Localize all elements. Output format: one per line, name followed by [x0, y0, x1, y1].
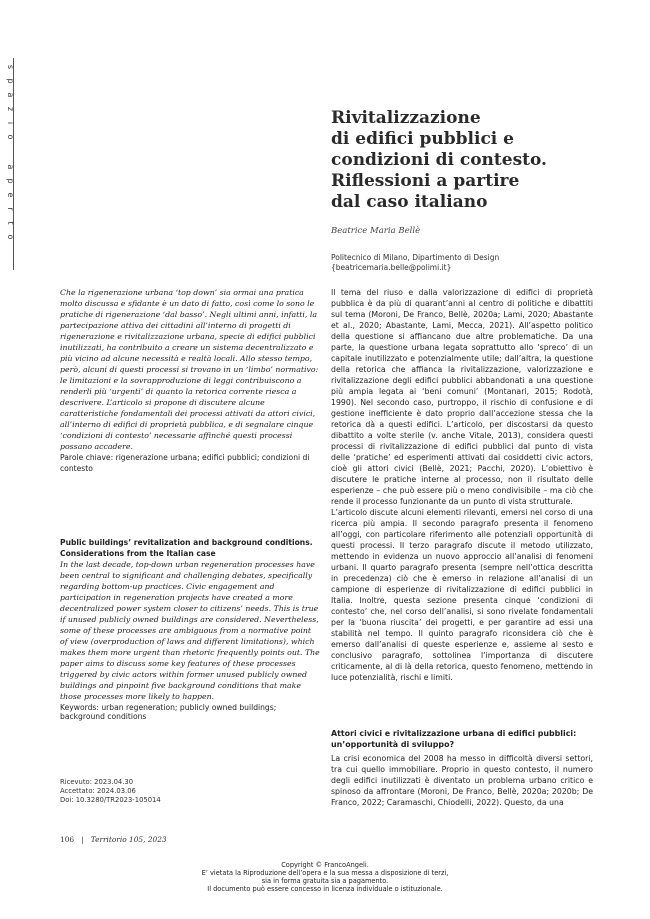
journal-citation: Territorio 105, 2023	[90, 835, 167, 844]
article-body	[331, 287, 593, 683]
sidebar-char: s	[6, 64, 15, 70]
abstract-english-text: In the last decade, top-down urban regeneration processes have been central to significant and challenging debates, specifically regarding bottom-up practices. Civic engagement and participation in regeneration projects have created a more decentralized power system closer to citizens’ needs. This is true if unused publicly owned buildings are considered. Nevertheless, some of these processes are ambiguous from a normative point of view (overproduction of laws and different limitations), which makes them more urgent than rhetoric frequently points out. The paper aims to discuss some key features of these processes triggered by civic actors within former unused publicly owned buildings and pinpoint five background conditions that make those processes more likely to happen.	[60, 560, 320, 701]
page-footer	[60, 835, 167, 844]
affiliation-text: Politecnico di Milano, Dipartimento di Design	[331, 253, 500, 262]
sidebar-char: a	[6, 164, 15, 170]
copyright-line: Copyright © FrancoAngeli.	[281, 861, 369, 869]
sidebar-label-top	[3, 60, 13, 144]
sidebar-char: i	[6, 121, 15, 125]
footer-separator: |	[81, 835, 84, 844]
copyright-line: sia in forma gratuita sia a pagamento.	[261, 877, 389, 885]
title-line: dal caso italiano	[331, 192, 488, 212]
received-date: Ricevuto: 2023.04.30	[60, 778, 134, 786]
author-email[interactable]: {beatricemaria.belle@polimi.it}	[331, 263, 452, 272]
author-name: Beatrice Maria Bellè	[331, 226, 421, 236]
sidebar-label-bottom	[3, 160, 13, 244]
copyright-line: Il documento può essere concesso in licenza individuale o istituzionale.	[207, 885, 443, 893]
sidebar-char: o	[6, 234, 15, 240]
body-paragraph: Il tema del riuso e dalla valorizzazione di edifici di proprietà pubblica è da più di quarant’anni al centro di politiche e dibattiti sul tema (Moroni, De Franco, Bellè, 2020a; Lami, 2020; Abastante et al., 2020; Abastante, Lami, Mecca, 2021). All’aspetto politico della questione si affiancano due altre problematiche. Da una parte, la questione urbana legata soprattutto allo ‘spreco’ di un capitale inutilizzato e potenzialmente utile; dall’altra, la questione della retorica che affianca la rivitalizzazione, valorizzazione e rivitalizzazione degli edifici pubblici abbandonati a una questione più ampia legata ai ‘beni comuni’ (Montanari, 2015; Rodotà, 1990). Nel secondo caso, purtroppo, il rischio di confusione e di gestione inefficiente è dato proprio dall’accezione stessa che la retorica dà a questi edifici. L’articolo, per discostarsi da questo dibattito a volte sterile (v. anche Vitale, 2013), considera questi processi di rivitalizzazione di edifici pubblici dal punto di vista delle ‘pratiche’ ed esperimenti attivati dai cosiddetti civic actors, cioè gli attori civici (Bellè, 2021; Pacchi, 2020). L’obiettivo è discutere le pratiche interne al processo, non il risultato delle esperienze – che può essere più o meno condivisibile – ma ciò che rende il processo funzionante da un punto di vista strutturale.	[331, 288, 593, 506]
section-heading: Attori civici e rivitalizzazione urbana di edifici pubblici: un’opportunità di sviluppo?	[331, 729, 577, 749]
sidebar-char: r	[6, 207, 15, 211]
copyright-line: E’ vietata la Riproduzione dell’opera e la sua messa a disposizione di terzi,	[201, 869, 449, 877]
copyright-notice	[0, 861, 650, 893]
sidebar-char: p	[6, 78, 15, 84]
sidebar-char: p	[6, 178, 15, 184]
doi[interactable]: Doi: 10.3280/TR2023-105014	[60, 796, 161, 804]
title-line: Rivitalizzazione	[331, 108, 481, 128]
title-line: condizioni di contesto.	[331, 150, 547, 170]
keywords-italian: Parole chiave: rigenerazione urbana; edifici pubblici; condizioni di contesto	[60, 453, 310, 473]
accepted-date: Accettato: 2024.03.06	[60, 787, 136, 795]
sidebar-char: t	[6, 221, 15, 225]
keywords-english: Keywords: urban regeneration; publicly owned buildings; background conditions	[60, 703, 277, 721]
author-affiliation	[331, 253, 499, 273]
page-number: 106	[60, 835, 75, 844]
sidebar-char: a	[6, 92, 15, 98]
sidebar-char: o	[6, 134, 15, 140]
sidebar-char: z	[6, 106, 15, 112]
sidebar-char: e	[6, 192, 15, 198]
abstract-italian-text: Che la rigenerazione urbana ‘top down’ sia ormai una pratica molto discussa e sfidante è un dato di fatto, così come lo sono le pratiche di rigenerazione ‘dal basso’. Negli ultimi anni, infatti, la partecipazione attiva dei cittadini all’interno di progetti di rigenerazione e rivitalizzazione urbana, specie di edifici pubblici inutilizzati, ha contribuito a creare un sistema decentralizzato e più vicino ad alcune necessità e realtà locali. Allo stesso tempo, però, alcuni di questi processi si trovano in un ‘limbo’ normativo: le limitazioni e la sovrapproduzione di leggi contribuiscono a renderli più ‘urgenti’ di quanto la retorica corrente riesca a descrivere. L’articolo si propone di discutere alcune caratteristiche fondamentali dei processi attivati da attori civici, all’interno di edifici di proprietà pubblica, e di segnalare cinque ‘condizioni di contesto’ necessarie affinché questi processi possano accadere.	[60, 288, 319, 451]
abstract-italian	[60, 287, 320, 474]
section-paragraph: La crisi economica del 2008 ha messo in difficoltà diversi settori, tra cui quello immobiliare. Proprio in questo contesto, il numero degli edifici inutilizzati è diventato un problema urbano critico e spinoso da affrontare (Moroni, De Franco, Bellè, 2020a; 2020b; De Franco, 2022; Caramaschi, Chiodelli, 2022). Questo, da una	[331, 754, 593, 807]
english-title: Public buildings’ revitalization and background conditions. Considerations from the Italian case	[60, 538, 313, 558]
article-dates	[60, 778, 161, 805]
abstract-english	[60, 537, 320, 721]
title-line: di edifici pubblici e	[331, 129, 514, 149]
article-title	[331, 108, 631, 213]
body-paragraph: L’articolo discute alcuni elementi rilevanti, emersi nel corso di una ricerca più ampia. Il secondo paragrafo presenta il fenomeno all’oggi, con particolare riferimento alle potenziali opportunità di questi processi. Il terzo paragrafo discute il metodo utilizzato, mettendo in evidenza un nuovo approccio all’analisi di fenomeni urbani. Il quarto paragrafo presenta (sempre nell’ottica descritta in precedenza) ciò che è emerso in relazione all’analisi di un campione di esperienze di rivitalizzazione di edifici pubblici in Italia. Inoltre, questa sezione presenta cinque ‘condizioni di contesto’ che, nel corso dell’analisi, si sono rivelate fondamentali per la ‘buona riuscita’ dei progetti, e per garantire ad essi una stabilità nel tempo. Il quinto paragrafo riconsidera ciò che è emerso dall’analisi di queste esperienze e, assieme al sesto e conclusivo paragrafo, sottolinea l’importanza di discutere criticamente, al di là della retorica, questo fenomeno, mettendo in luce potenzialità, rischi e limiti.	[331, 508, 593, 682]
title-line: Riflessioni a partire	[331, 171, 520, 191]
